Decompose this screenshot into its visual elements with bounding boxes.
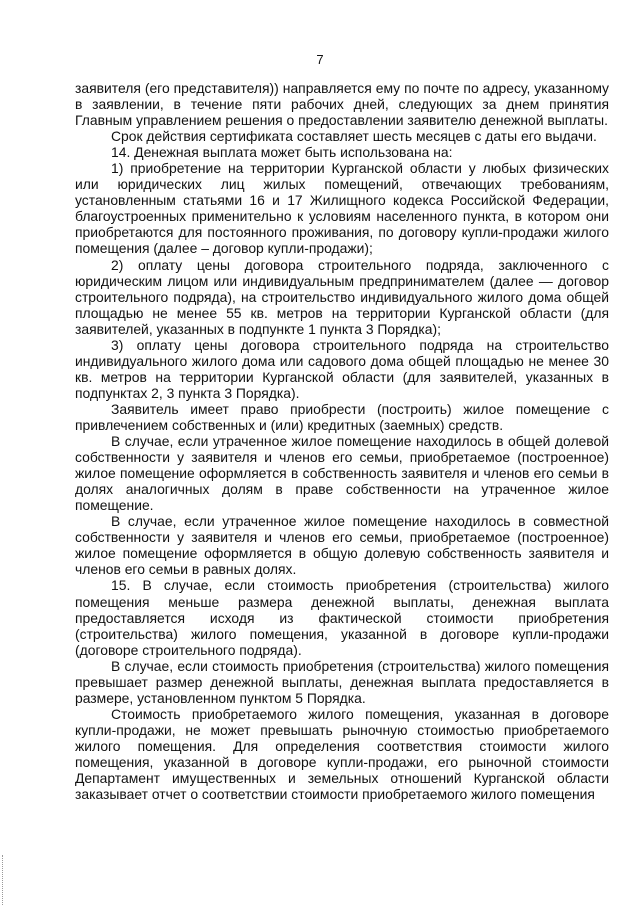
paragraph-shared-ownership: В случае, если утраченное жилое помещение находилось в общей долевой собственности у заявителя и членов его семьи, приобретаемое (построенное) жилое помещение оформляется в собственность заявителя и членов его семьи в долях аналогичных долям в праве собственности на утраченное жилое помещение. xyxy=(75,433,609,514)
document-body xyxy=(75,80,609,802)
paragraph-subitem-1: 1) приобретение на территории Курганской области у любых физических или юридических лиц жилых помещений, отвечающих требованиям, установленным статьями 16 и 17 Жилищного кодекса Российской Федерации, благоустроенных применительно к условиям населенного пункта, в котором они приобретаются для постоянного проживания, по договору купли-продажи жилого помещения (далее – договор купли-продажи); xyxy=(75,160,609,257)
paragraph-item-15: 15. В случае, если стоимость приобретения (строительства) жилого помещения меньше размера денежной выплаты, денежная выплата предоставляется исходя из фактической стоимости приобретения (строительства) жилого помещения, указанной в договоре купли-продажи (договоре строительного подряда). xyxy=(75,577,609,658)
paragraph-own-funds: Заявитель имеет право приобрести (построить) жилое помещение с привлечением собственных и (или) кредитных (заемных) средств. xyxy=(75,400,609,433)
paragraph-joint-ownership: В случае, если утраченное жилое помещение находилось в совместной собственности у заявителя и членов его семьи, приобретаемое (построенное) жилое помещение оформляется в общую долевую собственность заявителя и членов его семьи в равных долях. xyxy=(75,513,609,578)
paragraph-subitem-3: 3) оплату цены договора строительного подряда на строительство индивидуального жилого дома или садового дома общей площадью не менее 30 кв. метров на территории Курганской области (для заявителей, указанных в подпунктах 2, 3 пункта 3 Порядка). xyxy=(75,336,609,401)
paragraph-market-value: Стоимость приобретаемого жилого помещения, указанная в договоре купли-продажи, не может превышать рыночную стоимостью приобретаемого жилого помещения. Для определения соответствия стоимости жилого помещения, указанной в договоре купли-продажи, его рыночной стоимости Департамент имущественных и земельных отношений Курганской области заказывает отчет о соответствии стоимости приобретаемого жилого помещения xyxy=(75,705,609,803)
scan-edge-marks xyxy=(2,855,5,905)
paragraph-item-14: 14. Денежная выплата может быть использована на: xyxy=(111,144,453,161)
paragraph-continuation: заявителя (его представителя)) направляется ему по почте по адресу, указанному в заявлении, в течение пяти рабочих дней, следующих за днем принятия Главным управлением решения о предоставлении заявителю денежной выплаты. xyxy=(75,80,609,129)
paragraph-certificate-term: Срок действия сертификата составляет шесть месяцев с даты его выдачи. xyxy=(111,128,597,145)
page-number: 7 xyxy=(316,52,324,67)
paragraph-subitem-2: 2) оплату цены договора строительного подряда, заключенного с юридическим лицом или индивидуальным предпринимателем (далее — договор строительного подряда), на строительство индивидуального жилого дома общей площадью не менее 55 кв. метров на территории Курганской области (для заявителей, указанных в подпункте 1 пункта 3 Порядка); xyxy=(75,256,609,337)
paragraph-cost-exceeds: В случае, если стоимость приобретения (строительства) жилого помещения превышает размер денежной выплаты, денежная выплата предоставляется в размере, установленном пунктом 5 Порядка. xyxy=(75,657,609,706)
